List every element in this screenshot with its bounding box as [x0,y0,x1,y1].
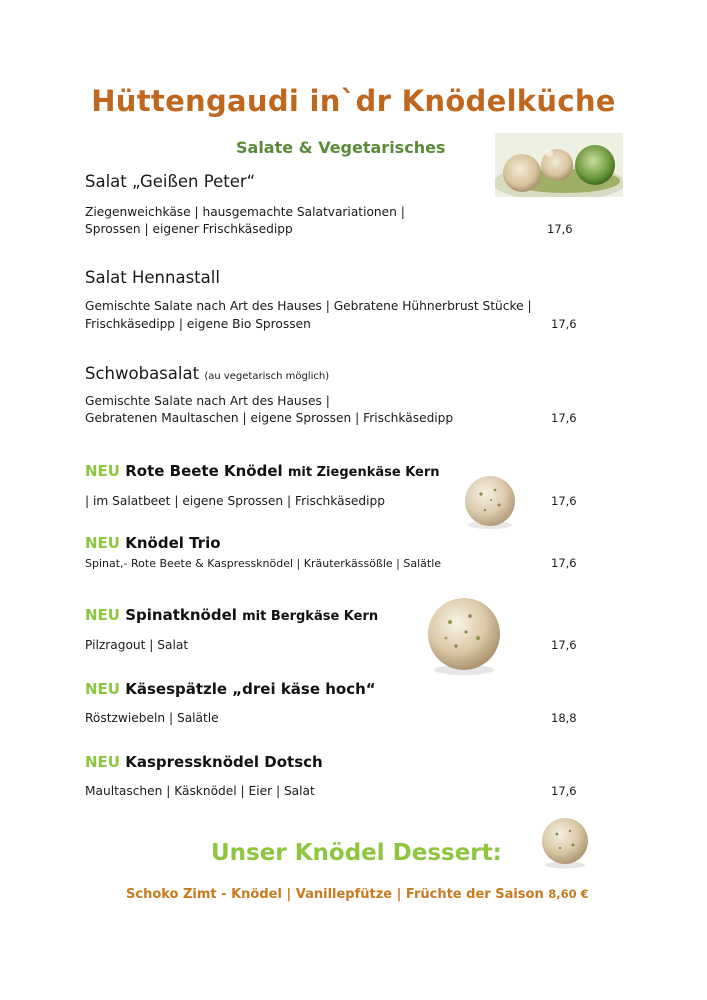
new-item-name [85,680,376,698]
new-item-title: Kaspressknödel Dotsch [125,753,323,771]
item-note: (au vegetarisch möglich) [204,371,330,382]
new-item-name [85,753,323,771]
item-name: Salat „Geißen Peter“ [85,172,256,191]
dessert-price: 8,60 € [548,887,589,901]
item-description: Röstzwiebeln | Salätle [85,711,219,725]
item-name-text: Schwobasalat [85,364,200,383]
item-price: 18,8 [551,711,577,725]
dumpling-photo [424,594,504,676]
item-description: Pilzragout | Salat [85,638,189,652]
new-badge: NEU [85,753,120,771]
section-title: Salate & Vegetarisches [236,138,446,157]
new-item-title: Rote Beete Knödel [125,462,283,480]
new-item-title: Käsespätzle „drei käse hoch“ [125,680,376,698]
item-price: 17,6 [551,638,577,652]
new-badge: NEU [85,534,120,552]
item-price: 17,6 [551,317,577,331]
item-description: Maultaschen | Käsknödel | Eier | Salat [85,784,315,798]
new-item-extra: mit Bergkäse Kern [242,609,379,624]
item-price: 17,6 [551,784,577,798]
item-price: 17,6 [551,556,577,570]
new-item-name [85,534,221,552]
item-description: Ziegenweichkäse | hausgemachte Salatvariationen | [85,205,405,219]
item-price: 17,6 [547,222,573,236]
new-badge: NEU [85,606,120,624]
dumpling-photo [461,472,519,530]
dessert-title: Unser Knödel Dessert: [211,840,502,866]
menu-title: Hüttengaudi in`dr Knödelküche [91,84,616,118]
item-description: Gemischte Salate nach Art des Hauses | [85,394,330,408]
item-description: | im Salatbeet | eigene Sprossen | Frischkäsedipp [85,494,386,508]
dessert-dumpling-photo [539,815,591,869]
new-item-title: Knödel Trio [125,534,221,552]
dessert-text: Schoko Zimt - Knödel | Vanillepfütze | Früchte der Saison [126,887,544,902]
new-item-name [85,606,378,624]
item-description: Gebratenen Maultaschen | eigene Sprossen | Frischkäsedipp [85,411,454,425]
new-item-title: Spinatknödel [125,606,237,624]
item-price: 17,6 [551,411,577,425]
new-item-extra: mit Ziegenkäse Kern [287,465,440,480]
item-description: Frischkäsedipp | eigene Bio Sprossen [85,317,311,331]
item-name: Salat Hennastall [85,268,220,287]
item-name [85,364,329,383]
item-description: Spinat,- Rote Beete & Kaspressknödel | Kräuterkässößle | Salätle [85,557,442,570]
new-badge: NEU [85,680,120,698]
item-description: Sprossen | eigener Frischkäsedipp [85,222,293,236]
item-description: Gemischte Salate nach Art des Hauses | Gebratene Hühnerbrust Stücke | [85,299,532,313]
new-badge: NEU [85,462,120,480]
new-item-name [85,462,440,480]
dumpling-plate-photo [495,133,623,197]
item-price: 17,6 [551,494,577,508]
dessert-description [126,887,589,902]
